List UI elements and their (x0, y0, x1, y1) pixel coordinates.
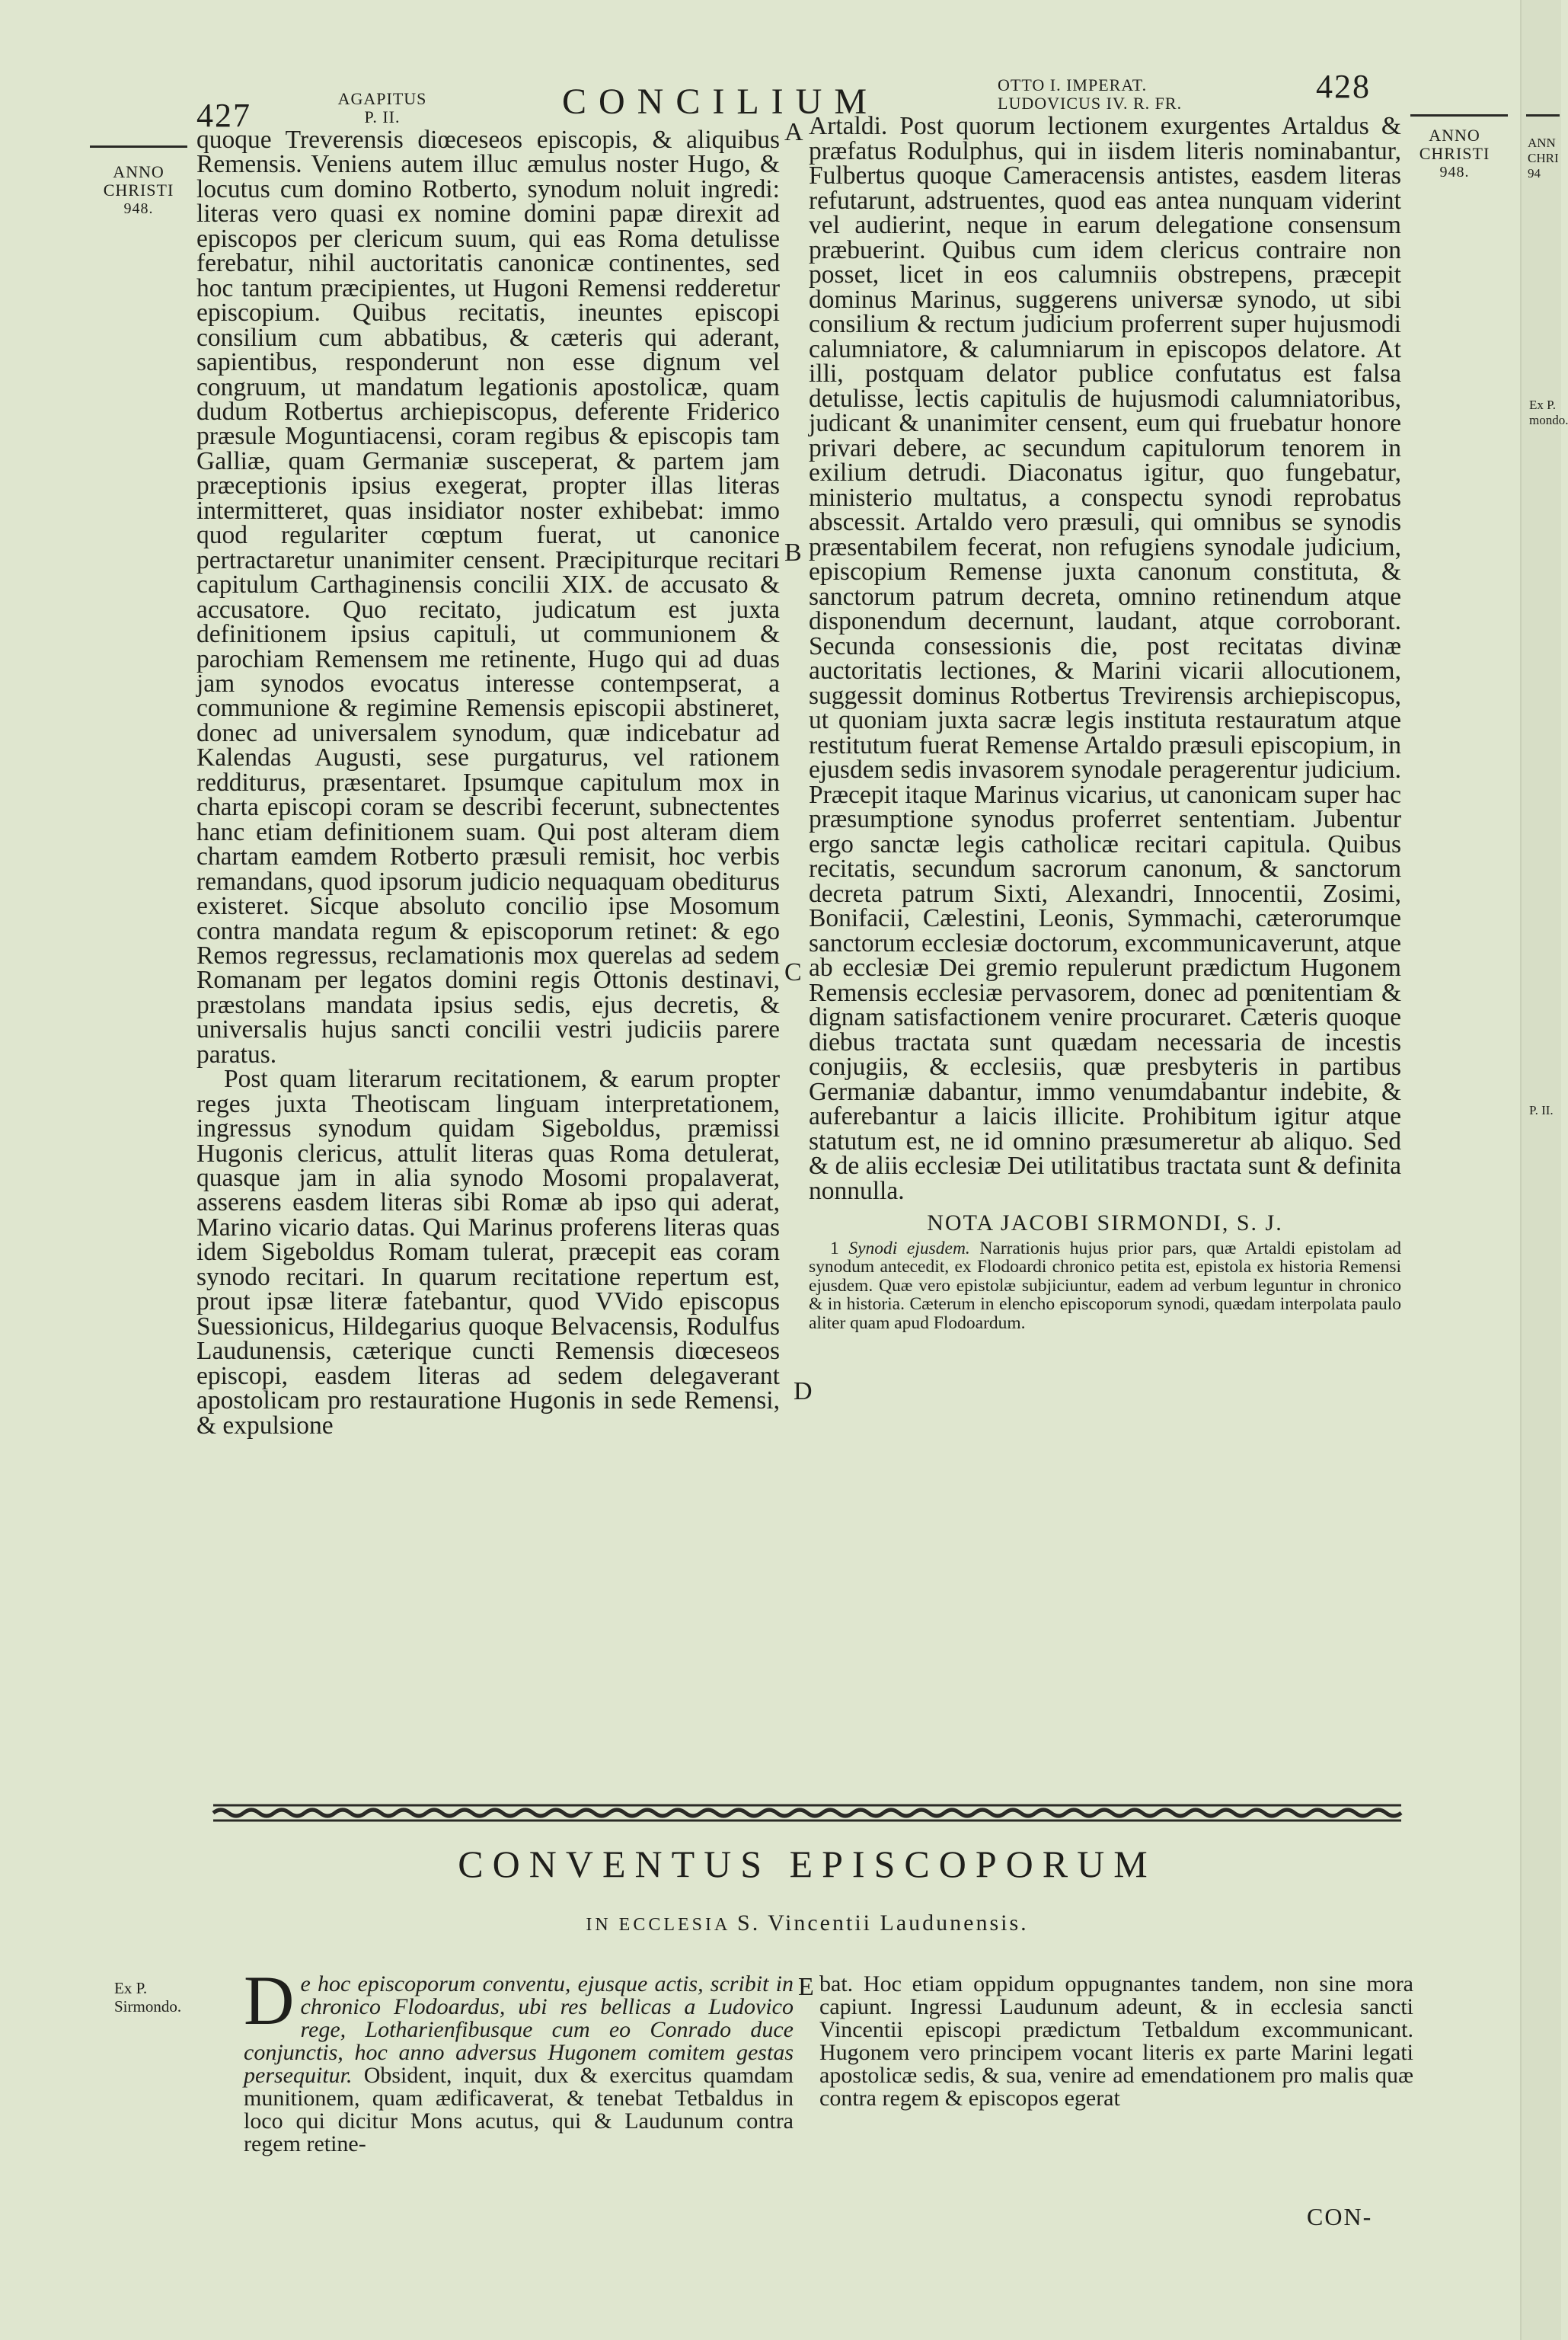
left-paragraph-2: Post quam literarum recitationem, & earum propter reges juxta Theotiscam linguam interpretationem, ingressus synodum quidam Sigeboldus, præmissi Hugonis clericus, attulit literas quas Roma detulerat, quasque jam in alia synodo Mosomi propalaverat, asserens easdem literas sibi Romæ ab ipso qui aderat, Marino vicario datas. Qui Marinus proferens literas quas idem Sigeboldus Romam tulerat, præcepit eas coram synodo recitari. In quarum recitatione repertum est, prout ipsæ literæ fatebantur, quod VVido episcopus Suessionicus, Hildegarius quoque Belvacensis, Rodulfus Laudunensis, cæterique cuncti Remensis diœceseos episcopi, easdem literas ad sedem delegaverant apostolicam pro restauratione Hugonis in sede Remensi, & expulsione (196, 1065, 780, 1440)
section-marker-b: B (784, 539, 802, 567)
anno-year: 948. (123, 200, 154, 217)
left-running-head (329, 90, 436, 126)
nota-number: 1 (830, 1238, 839, 1258)
right-running-king: LUDOVICUS IV. R. FR. (998, 94, 1183, 113)
christi-label: CHRISTI (1419, 144, 1490, 163)
source-side-note: Ex P. Sirmondo. (114, 1979, 182, 2016)
bottom-right-text: bat. Hoc etiam oppidum oppugnantes tandem, non sine mora capiunt. Ingressi Laudunum adeunt, & in ecclesia sancti Vincentii episcopi prædictum Tetbaldum excommunicant. Hugonem vero principem vocant literis ex parte Marini legati apostolicæ sedis, & sua, venire ad emendationem pro malis quæ contra regem & episcopos egerat (819, 1971, 1413, 2111)
left-running-pope-number: P. II. (364, 107, 401, 126)
adjacent-anno-year: 94 (1528, 166, 1541, 181)
left-page-number: 427 (196, 97, 251, 134)
left-text-column (196, 128, 780, 1438)
right-running-head (998, 76, 1182, 113)
intro-italic: e hoc episcoporum conventu, ejusque actis, scribit in chronico Flodoardus, ubi res bellicas a Ludovico rege, Lotharienfibusque cum eo Conrado duce conjunctis, hoc anno adversus Hugonem comitem gestas persequitur. (244, 1971, 794, 2088)
anno-year: 948. (1439, 164, 1470, 181)
section-marker-c: C (784, 958, 802, 986)
ornament-pattern (213, 1810, 1401, 1816)
section-marker-d: D (794, 1377, 813, 1405)
nota-text (809, 1239, 1401, 1333)
nota-lemma: Synodi ejusdem. (848, 1238, 970, 1258)
catchword: CON- (1307, 2203, 1373, 2230)
right-text-column (809, 114, 1401, 1332)
bottom-left-column (244, 1961, 794, 2156)
intro-roman: Obsident, inquit, dux & exercitus quamdam munitionem, quam ædificaverat, & tenebat Tetbaldus in loco qui dicitur Mons acutus, qui & Laudunum contra regem retine- (244, 2063, 794, 2156)
adjacent-side-note-line1: Ex P. (1529, 398, 1556, 412)
left-anno-christi (85, 163, 192, 218)
adjacent-side-pope: P. II. (1529, 1103, 1554, 1117)
right-page-number: 428 (1316, 68, 1371, 105)
adjacent-christi-label: CHRI (1528, 151, 1559, 165)
adjacent-anno-christi (1528, 136, 1560, 181)
section-title: CONVENTUS EPISCOPORUM (458, 1843, 1157, 1885)
subtitle-small: IN ECCLESIA (586, 1915, 730, 1935)
ornament-band (213, 1802, 1401, 1824)
left-paragraph-1: quoque Treverensis diœceseos episcopis, & aliquibus Remensis. Veniens autem illuc æmulus noster Hugo, & locutus cum domino Rotberto, synodum noluit ingredi: literas vero quasi ex nomine domini papæ direxit ad episcopos per clericum suum, qui eas Roma detulisse ferebatur, nihil auctoritatis canonicæ continentes, sed hoc tantum præcipientes, ut Hugoni Remensi redderetur episcopium. Quibus recitatis, ineuntes episcopi consilium cum abbatibus, & cæteris qui aderant, sapientibus, responderunt non esse dignum vel congruum, ut mandatum legationis apostolicæ, quam dudum Rotbertus archiepiscopus, deferente Friderico præsule Moguntiacensi, coram regibus & episcopis tam Galliæ, quam Germaniæ susceperat, & partem jam præceptionis ipsius exegerat, propter illas literas intermitteret, quas insidiator noster exhibebat: immo quod regulariter cœptum fuerat, ut canonice pertractaretur unanimiter censent. Præcipiturque recitari capitulum Carthaginensis concilii XIX. de accusato & accusatore. Quo recitato, judicatum est juxta definitionem ipsius capituli, ut communionem & parochiam Remensem me retinente, Hugo qui ad duas jam synodos evocatus interesse contempserat, a communione & regimine Remensis episcopii abstineret, donec ad universalem synodum, quæ indicebatur ad Kalendas Augusti, sese purgaturus, vel rationem redditurus, præsentaret. Ipsumque capitulum mox in charta episcopi coram se describi fecerunt, subnectentes hanc etiam definitionem suam. Qui post alteram diem chartam eamdem Rotberto præsuli remisit, hoc verbis remandans, quod ipsorum judicio nequaquam obediturus existeret. Sicque absoluto concilio ipse Mosomum contra mandata regum & episcoporum retinet: & ego Remos regressus, reclamationis mox querelas ad sedem Romanam per legatos domini regis Ottonis destinavi, præstolans mandata ipsius sedis, ejus decretis, & universalis hujus sancti concilii vestri judiciis parere paratus. (196, 126, 780, 1069)
section-subtitle (213, 1910, 1401, 1936)
nota-heading: NOTA JACOBI SIRMONDI, S. J. (927, 1210, 1283, 1236)
subtitle-large: S. Vincentii Laudunensis. (737, 1910, 1029, 1936)
left-running-pope: AGAPITUS (337, 89, 427, 108)
section-marker-a: A (784, 118, 803, 146)
adjacent-side-note (1529, 398, 1568, 428)
adjacent-anno-label: ANN (1528, 136, 1556, 150)
right-anno-christi (1401, 126, 1508, 181)
section-marker-e: E (798, 1973, 814, 2001)
drop-capital: D (244, 1961, 295, 2039)
left-margin-rule (90, 145, 187, 148)
christi-label: CHRISTI (103, 181, 174, 200)
anno-label: ANNO (1429, 126, 1480, 145)
page-title: CONCILIUM (562, 82, 879, 122)
right-paragraph-1: Artaldi. Post quorum lectionem exurgentes Artaldus & præfatus Rodulphus, qui in iisdem literis nominabantur, Fulbertus quoque Cameracensis antistes, easdem literas refutarunt, adstruentes, quod eas antea nunquam viderint vel audierint, neque in earum delegatione consensum præbuerint. Quibus cum idem clericus contraire non posset, licet in eos calumniis obstrepens, præcepit dominus Marinus, suggerens universæ synodo, ut sibi consilium & rectum judicium proferrent super hujusmodi calumniatore, & calumniarum in episcopos delatore. At illi, postquam delator publice confutatus est falsa detulisse, lectis capitulis de hujusmodi calumniatoribus, judicant & unanimiter censent, eum qui fruebatur honore privari debere, ac secundum capitulorum tenorem in exilium detrudi. Diaconatus igitur, quo fungebatur, ministerio multatus, a conspectu synodi reprobatus abscessit. Artaldo vero præsuli, qui omnibus se synodis præsentabilem fecerat, non refugiens synodale judicium, episcopium Remense juxta canonum constituta, & sanctorum patrum decreta, omnino retinendum atque disponendum decernunt, laudant, atque corroborant. Secunda consessionis die, post recitatas divinæ auctoritatis lectiones, & Marini vicarii allocutionem, suggessit dominus Rotbertus Trevirensis archiepiscopus, ut quoniam juxta sacræ legis instituta restauratum atque restitutum fuerat Remense Artaldo præsuli episcopium, in ejusdem sedis invasorem synodale peragerentur judicium. Præcepit itaque Marinus vicarius, ut canonicam super hac præsumptione synodus proferret sententiam. Jubentur ergo sanctæ legis catholicæ recitari capitula. Quibus recitatis, secundum sacrorum canonum, & sanctorum decreta patrum Sixti, Alexandri, Innocentii, Zosimi, Bonifacii, Cælestini, Leonis, Symmachi, cæterorumque sanctorum ecclesiæ doctorum, excommunicaverunt, atque ab ecclesiæ Dei gremio repulerunt prædictum Hugonem Remensis ecclesiæ pervasorem, donec ad pœnitentiam & dignam satisfactionem venire procuraret. Cæteris quoque diebus tractata sunt quædam necessaria de incestis conjugiis, & ecclesiis, quæ presbyteris in partibus Germaniæ dabantur, immo venumdabantur indebite, & auferebantur a laicis illicite. Prohibitum igitur atque statutum est, ne id omnino præsumeretur ab aliquo. Sed & de aliis ecclesiæ Dei utilitatibus tractata sunt & definita nonnulla. (809, 112, 1401, 1205)
adjacent-page-edge (1520, 0, 1568, 2340)
adjacent-page-rule (1526, 114, 1560, 117)
nota-body: Narrationis hujus prior pars, quæ Artaldi epistolam ad synodum antecedit, ex Flodoardi chronico petita est, epistola ex historia Remensi ejusdem. Quæ vero epistolæ subjiciuntur, eadem ad verbum leguntur in chronico & in historia. Cæterum in elencho episcoporum synodi, quædam interpolata paulo aliter quam apud Flodoardum. (809, 1238, 1402, 1333)
bottom-right-column (819, 1973, 1413, 2110)
adjacent-side-note-line2: mondo. (1529, 413, 1568, 427)
anno-label: ANNO (113, 162, 164, 181)
right-margin-rule (1410, 114, 1508, 117)
right-running-emperor: OTTO I. IMPERAT. (998, 75, 1148, 94)
